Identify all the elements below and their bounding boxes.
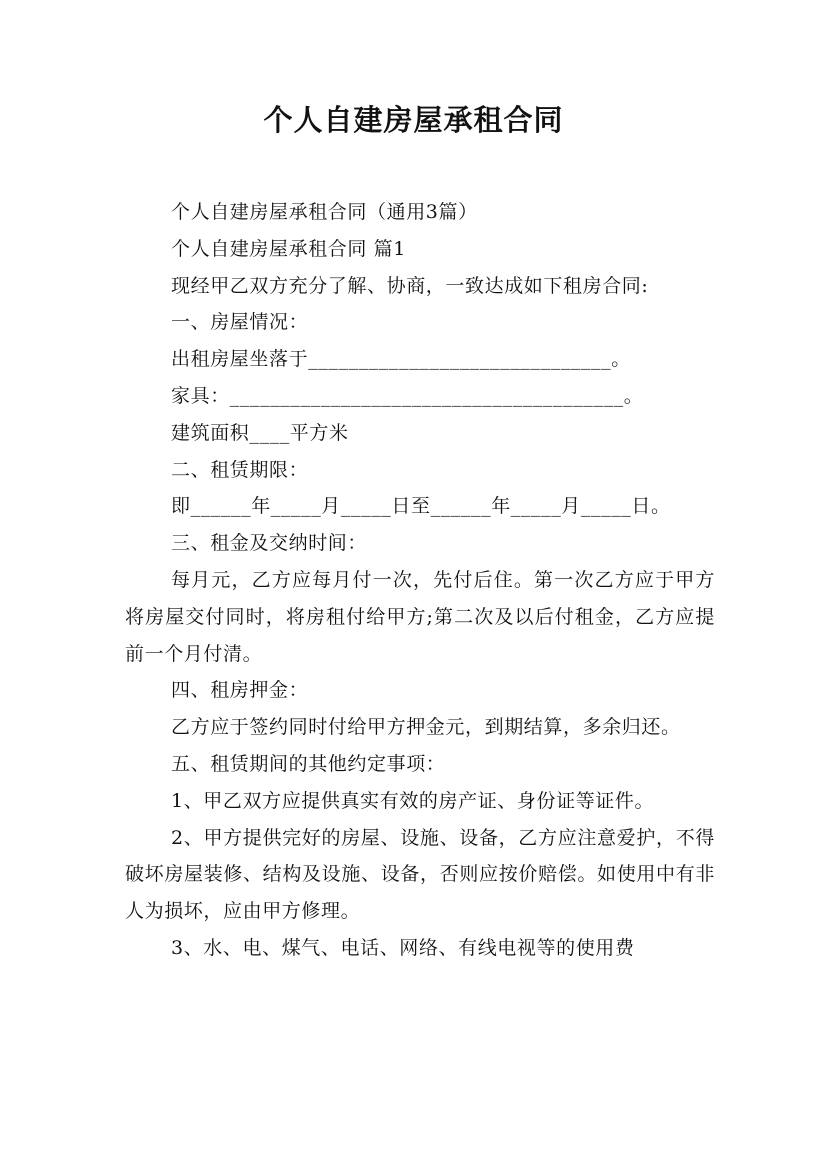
paragraph-rent-heading: 三、租金及交纳时间： [171,532,368,555]
paragraph-furniture: 家具：_______________________________________。 [171,384,644,407]
paragraph-house-heading: 一、房屋情况： [171,311,309,334]
paragraph-lease-term-heading: 二、租赁期限： [171,458,309,481]
document-title: 个人自建房屋承租合同 [263,103,564,137]
paragraph-term-3: 3、水、电、煤气、电话、网络、有线电视等的使用费 [171,936,635,959]
paragraph-term-1: 1、甲乙双方应提供真实有效的房产证、身份证等证件。 [171,789,655,812]
paragraph-house-location: 出租房屋坐落于______________________________。 [171,348,631,371]
paragraph-intro: 现经甲乙双方充分了解、协商，一致达成如下租房合同: [171,274,649,297]
paragraph-subtitle: 个人自建房屋承租合同（通用3篇） [171,201,478,223]
paragraph-deposit-heading: 四、租房押金： [171,679,309,702]
document-body [125,194,715,967]
paragraph-other-terms-heading: 五、租赁期间的其他约定事项： [171,752,446,775]
paragraph-lease-dates: 即______年_____月_____日至______年_____月_____日。 [171,495,671,518]
paragraph-term-2: 2、甲方提供完好的房屋、设施、设备，乙方应注意爱护，不得破坏房屋装修、结构及设施、设备，否则应按价赔偿。如使用中有非人为损坏，应由甲方修理。 [125,826,715,923]
paragraph-building-area: 建筑面积____平方米 [171,421,349,444]
paragraph-rent-payment: 每月元，乙方应每月付一次，先付后住。第一次乙方应于甲方将房屋交付同时，将房租付给甲方;第二次及以后付租金，乙方应提前一个月付清。 [125,568,715,665]
paragraph-section-heading: 个人自建房屋承租合同 篇1 [171,237,406,260]
paragraph-deposit-terms: 乙方应于签约同时付给甲方押金元，到期结算，多余归还。 [171,716,681,739]
